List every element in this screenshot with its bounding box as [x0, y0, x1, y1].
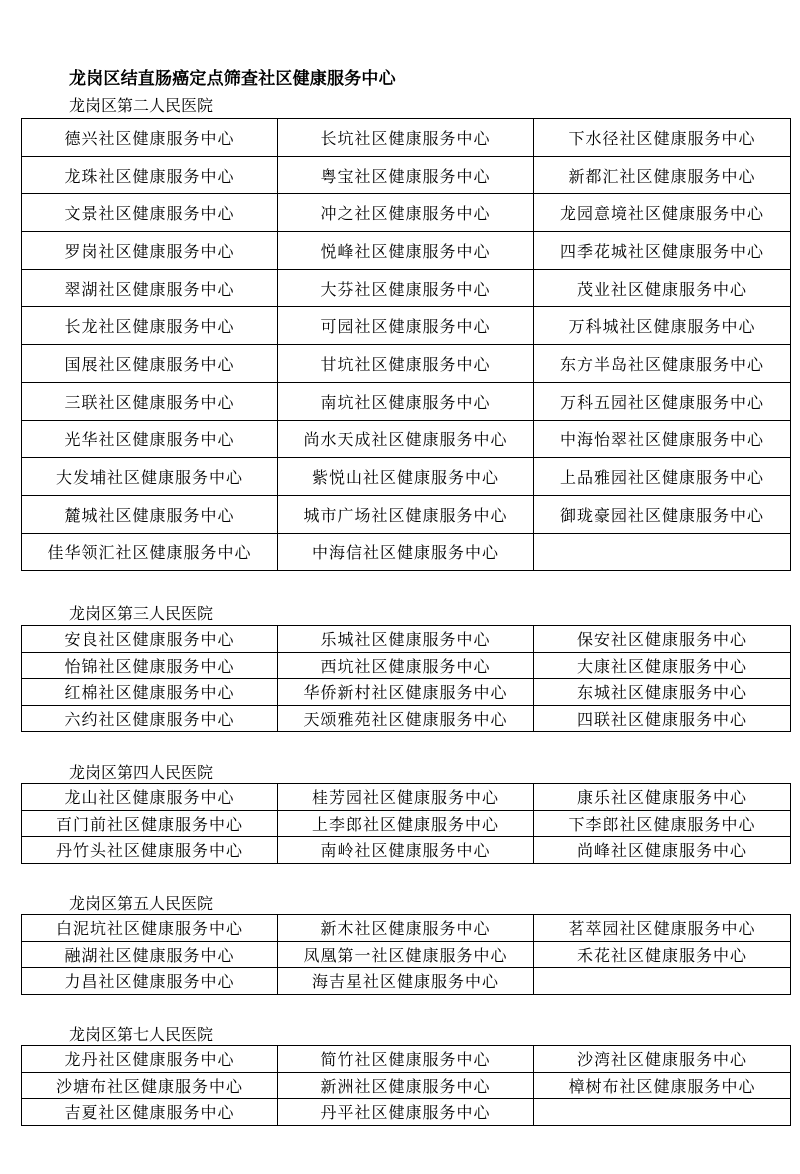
center-cell: 尚水天成社区健康服务中心	[278, 420, 534, 458]
center-cell: 德兴社区健康服务中心	[22, 119, 278, 157]
hospital-heading: 龙岗区第五人民医院	[69, 894, 214, 913]
center-cell: 新木社区健康服务中心	[278, 915, 534, 942]
center-cell: 光华社区健康服务中心	[22, 420, 278, 458]
center-cell: 保安社区健康服务中心	[534, 626, 791, 653]
center-cell: 新都汇社区健康服务中心	[534, 156, 791, 194]
center-cell: 丹竹头社区健康服务中心	[22, 837, 278, 864]
center-cell: 新洲社区健康服务中心	[278, 1072, 534, 1099]
center-cell: 茗萃园社区健康服务中心	[534, 915, 791, 942]
center-cell: 国展社区健康服务中心	[22, 345, 278, 383]
table-row	[22, 119, 791, 157]
table-row	[22, 837, 791, 864]
table-row	[22, 784, 791, 811]
table-row	[22, 810, 791, 837]
center-cell: 上品雅园社区健康服务中心	[534, 458, 791, 496]
table-row	[22, 626, 791, 653]
hospital-heading: 龙岗区第二人民医院	[69, 96, 214, 115]
table-row	[22, 420, 791, 458]
table-row	[22, 495, 791, 533]
center-cell: 大芬社区健康服务中心	[278, 269, 534, 307]
center-cell: 力昌社区健康服务中心	[22, 968, 278, 995]
center-cell: 冲之社区健康服务中心	[278, 194, 534, 232]
center-cell: 沙塘布社区健康服务中心	[22, 1072, 278, 1099]
center-cell	[534, 968, 791, 995]
center-cell: 桂芳园社区健康服务中心	[278, 784, 534, 811]
center-cell: 长龙社区健康服务中心	[22, 307, 278, 345]
center-cell: 尚峰社区健康服务中心	[534, 837, 791, 864]
center-cell: 罗岗社区健康服务中心	[22, 232, 278, 270]
table-row	[22, 968, 791, 995]
center-cell: 禾花社区健康服务中心	[534, 941, 791, 968]
center-cell: 中海怡翠社区健康服务中心	[534, 420, 791, 458]
center-cell: 龙丹社区健康服务中心	[22, 1046, 278, 1073]
center-cell: 华侨新村社区健康服务中心	[278, 679, 534, 706]
center-cell: 紫悦山社区健康服务中心	[278, 458, 534, 496]
center-cell: 翠湖社区健康服务中心	[22, 269, 278, 307]
table-row	[22, 345, 791, 383]
page-title: 龙岗区结直肠癌定点筛查社区健康服务中心	[69, 69, 396, 89]
center-cell: 长坑社区健康服务中心	[278, 119, 534, 157]
table-row	[22, 232, 791, 270]
center-cell: 东城社区健康服务中心	[534, 679, 791, 706]
center-cell: 文景社区健康服务中心	[22, 194, 278, 232]
table-row	[22, 269, 791, 307]
center-cell: 下李郎社区健康服务中心	[534, 810, 791, 837]
center-cell: 甘坑社区健康服务中心	[278, 345, 534, 383]
center-table	[21, 625, 791, 732]
center-cell	[534, 533, 791, 571]
table-row	[22, 941, 791, 968]
center-cell: 融湖社区健康服务中心	[22, 941, 278, 968]
table-row	[22, 1099, 791, 1126]
center-cell: 简竹社区健康服务中心	[278, 1046, 534, 1073]
center-cell: 凤凰第一社区健康服务中心	[278, 941, 534, 968]
center-cell: 六约社区健康服务中心	[22, 705, 278, 732]
center-cell: 城市广场社区健康服务中心	[278, 495, 534, 533]
table-row	[22, 1046, 791, 1073]
center-cell: 四联社区健康服务中心	[534, 705, 791, 732]
center-cell: 悦峰社区健康服务中心	[278, 232, 534, 270]
center-cell: 三联社区健康服务中心	[22, 382, 278, 420]
center-cell: 康乐社区健康服务中心	[534, 784, 791, 811]
center-table	[21, 118, 791, 571]
table-row	[22, 679, 791, 706]
table-row	[22, 382, 791, 420]
center-cell: 丹平社区健康服务中心	[278, 1099, 534, 1126]
center-table	[21, 914, 791, 995]
table-row	[22, 533, 791, 571]
center-cell: 万科城社区健康服务中心	[534, 307, 791, 345]
center-cell: 吉夏社区健康服务中心	[22, 1099, 278, 1126]
center-table	[21, 783, 791, 864]
center-cell: 大发埔社区健康服务中心	[22, 458, 278, 496]
hospital-heading: 龙岗区第三人民医院	[69, 604, 214, 623]
center-cell: 万科五园社区健康服务中心	[534, 382, 791, 420]
center-cell: 红棉社区健康服务中心	[22, 679, 278, 706]
center-cell: 可园社区健康服务中心	[278, 307, 534, 345]
table-row	[22, 307, 791, 345]
table-row	[22, 705, 791, 732]
table-row	[22, 458, 791, 496]
center-cell: 西坑社区健康服务中心	[278, 652, 534, 679]
center-cell: 天颂雅苑社区健康服务中心	[278, 705, 534, 732]
center-cell: 白泥坑社区健康服务中心	[22, 915, 278, 942]
center-cell: 百门前社区健康服务中心	[22, 810, 278, 837]
center-cell: 粤宝社区健康服务中心	[278, 156, 534, 194]
center-cell: 四季花城社区健康服务中心	[534, 232, 791, 270]
center-cell: 沙湾社区健康服务中心	[534, 1046, 791, 1073]
center-cell: 海吉星社区健康服务中心	[278, 968, 534, 995]
table-row	[22, 915, 791, 942]
center-cell: 东方半岛社区健康服务中心	[534, 345, 791, 383]
center-cell: 下水径社区健康服务中心	[534, 119, 791, 157]
center-cell: 龙山社区健康服务中心	[22, 784, 278, 811]
center-cell: 樟树布社区健康服务中心	[534, 1072, 791, 1099]
center-cell: 龙园意境社区健康服务中心	[534, 194, 791, 232]
center-cell: 南岭社区健康服务中心	[278, 837, 534, 864]
center-cell: 茂业社区健康服务中心	[534, 269, 791, 307]
center-cell: 佳华领汇社区健康服务中心	[22, 533, 278, 571]
table-row	[22, 194, 791, 232]
hospital-heading: 龙岗区第四人民医院	[69, 763, 214, 782]
center-cell	[534, 1099, 791, 1126]
center-cell: 龙珠社区健康服务中心	[22, 156, 278, 194]
table-row	[22, 1072, 791, 1099]
center-cell: 麓城社区健康服务中心	[22, 495, 278, 533]
center-cell: 大康社区健康服务中心	[534, 652, 791, 679]
center-cell: 怡锦社区健康服务中心	[22, 652, 278, 679]
table-row	[22, 156, 791, 194]
center-table	[21, 1045, 791, 1126]
hospital-heading: 龙岗区第七人民医院	[69, 1025, 214, 1044]
table-row	[22, 652, 791, 679]
center-cell: 乐城社区健康服务中心	[278, 626, 534, 653]
center-cell: 中海信社区健康服务中心	[278, 533, 534, 571]
center-cell: 上李郎社区健康服务中心	[278, 810, 534, 837]
center-cell: 南坑社区健康服务中心	[278, 382, 534, 420]
center-cell: 安良社区健康服务中心	[22, 626, 278, 653]
center-cell: 御珑豪园社区健康服务中心	[534, 495, 791, 533]
